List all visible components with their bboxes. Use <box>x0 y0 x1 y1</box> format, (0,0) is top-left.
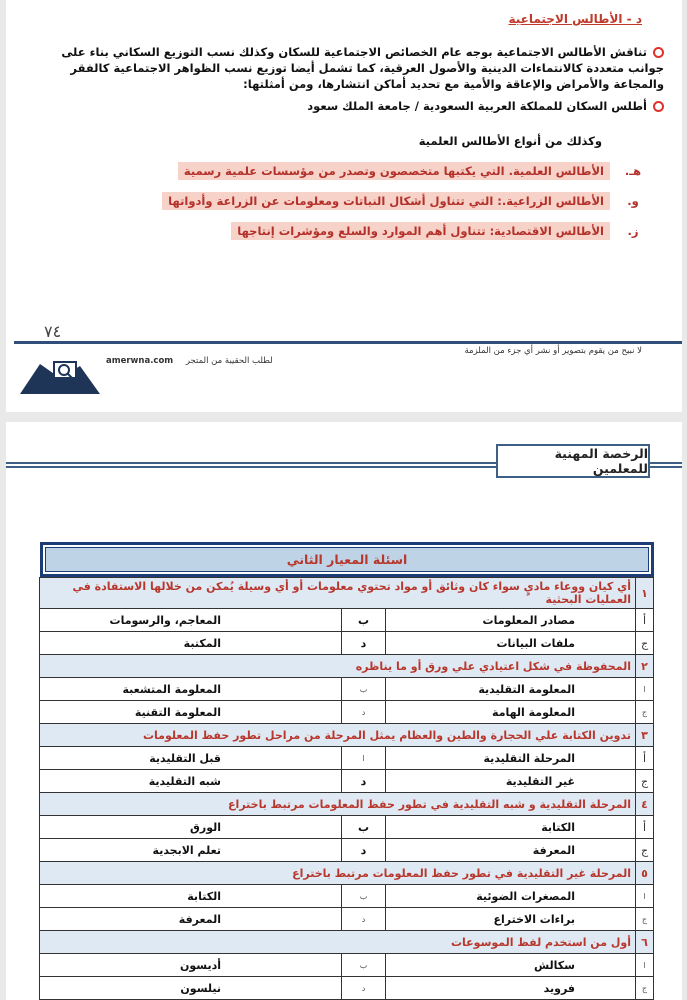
question-number: ٢ <box>636 655 654 678</box>
option-letter: د <box>342 908 386 931</box>
bullet-circle-icon <box>653 47 664 58</box>
option-letter: د <box>342 770 386 793</box>
question-number: ٣ <box>636 724 654 747</box>
answer-option[interactable]: نيلسون <box>39 977 341 1000</box>
option-letter: ج <box>636 701 654 724</box>
question-row <box>39 578 653 609</box>
answer-row <box>39 885 653 908</box>
answer-option[interactable]: قبل التقليدية <box>39 747 341 770</box>
answer-option[interactable]: المعرفة <box>386 839 636 862</box>
option-letter: ا <box>636 678 654 701</box>
also-text: وكذلك من أنواع الأطالس العلمية <box>418 134 602 148</box>
page-top <box>6 0 682 412</box>
option-letter: أ <box>636 747 654 770</box>
question-number: ٤ <box>636 793 654 816</box>
magnifier-logo-icon <box>20 356 100 396</box>
answer-option[interactable]: فرويد <box>386 977 636 1000</box>
type-text: الأطالس العلمية. التي يكتبها متخصصون وتصدر من مؤسسات علمية رسمية <box>178 162 610 180</box>
bullet-circle-icon <box>653 101 664 112</box>
option-letter: أ <box>636 816 654 839</box>
atlas-type-row <box>162 192 642 210</box>
option-letter: ب <box>342 885 386 908</box>
option-letter: د <box>342 701 386 724</box>
type-text: الأطالس الزراعية.: التي تتناول أشكال النباتات ومعلومات عن الزراعة وأدواتها <box>162 192 610 210</box>
license-title: الرخصة المهنية للمعلمين <box>496 444 650 478</box>
answer-row <box>39 747 653 770</box>
option-letter: ا <box>342 747 386 770</box>
answer-option[interactable]: براءات الاختراع <box>386 908 636 931</box>
answer-row <box>39 839 653 862</box>
question-row <box>39 793 653 816</box>
page-bottom <box>6 422 682 1000</box>
option-letter: ج <box>636 839 654 862</box>
answer-row <box>39 701 653 724</box>
answer-option[interactable]: المعلومة المتشعبة <box>39 678 341 701</box>
footer-divider <box>14 341 682 344</box>
option-letter: د <box>342 977 386 1000</box>
table-title: اسئلة المعيار الثاني <box>45 547 649 572</box>
answer-option[interactable]: المعلومة التقنية <box>39 701 341 724</box>
answer-option[interactable]: شبه التقليدية <box>39 770 341 793</box>
question-text: أي كيان ووعاء ماديٍ سواء كان وثائق أو مواد تحتوي معلومات أو أي وسيلة يُمكن من خلالها الاستفادة في العمليات البحثية <box>39 578 635 609</box>
section-title: د - الأطالس الاجتماعية <box>508 12 642 26</box>
bullet-paragraph: تناقش الأطالس الاجتماعية بوجه عام الخصائص الاجتماعية للسكان وكذلك نسب التوزيع السكاني بناء على جوانب متعددة كالانتماءات الدينية والأصول العرقية، كما تشمل أيضا توزيع نسب الظواهر الاجتماعية كالفقر والمجاعة والأمراض والإعاقة والأمية مع تحديد أماكن انتشارها، ومن أمثلتها: <box>61 45 664 91</box>
question-text: المرحلة التقليدية و شبه التقليدية في تطور حفظ المعلومات مرتبط باختراع <box>39 793 635 816</box>
answer-row <box>39 770 653 793</box>
atlas-type-row <box>178 162 642 180</box>
question-text: المرحلة غير التقليدية في تطور حفظ المعلومات مرتبط باختراع <box>39 862 635 885</box>
answer-row <box>39 816 653 839</box>
answer-option[interactable]: المرحلة التقليدية <box>386 747 636 770</box>
answer-option[interactable]: مصادر المعلومات <box>386 609 636 632</box>
answer-option[interactable]: المعرفة <box>39 908 341 931</box>
answer-option[interactable]: غير التقليدية <box>386 770 636 793</box>
option-letter: ب <box>342 678 386 701</box>
answer-row <box>39 609 653 632</box>
answer-row <box>39 908 653 931</box>
option-letter: ج <box>636 770 654 793</box>
answer-row <box>39 977 653 1000</box>
answer-option[interactable]: المعلومة الهامة <box>386 701 636 724</box>
answer-option[interactable]: المصغرات الضوئية <box>386 885 636 908</box>
answer-option[interactable]: الكتابة <box>386 816 636 839</box>
footer-store <box>106 356 273 366</box>
question-number: ٥ <box>636 862 654 885</box>
answer-row <box>39 632 653 655</box>
option-letter: ا <box>636 954 654 977</box>
page-number: ٧٤ <box>44 322 62 341</box>
question-text: تدوين الكتابة علي الحجارة والطين والعظام يمثل المرحلة من مراحل تطور حفظ المعلومات <box>39 724 635 747</box>
question-number: ٦ <box>636 931 654 954</box>
question-number: ١ <box>636 578 654 609</box>
question-row <box>39 724 653 747</box>
type-letter: و. <box>627 194 639 208</box>
footer-order-text: لطلب الحقيبة من المتجر <box>185 356 273 366</box>
answer-option[interactable]: ملفات البيانات <box>386 632 636 655</box>
option-letter: ج <box>636 977 654 1000</box>
question-row <box>39 931 653 954</box>
option-letter: ج <box>636 908 654 931</box>
option-letter: ا <box>636 885 654 908</box>
question-row <box>39 655 653 678</box>
answer-option[interactable]: المعلومة التقليدية <box>386 678 636 701</box>
footer-site: amerwna.com <box>106 356 174 366</box>
option-letter: ج <box>636 632 654 655</box>
questions-grid <box>39 577 654 1000</box>
option-letter: د <box>342 632 386 655</box>
option-letter: ب <box>342 816 386 839</box>
option-letter: د <box>342 839 386 862</box>
type-letter: هـ. <box>624 164 642 178</box>
answer-option[interactable]: الكتابة <box>39 885 341 908</box>
footer-copyright: لا نبيح من يقوم بتصوير أو نشر أي جزء من الملزمة <box>464 346 642 356</box>
atlas-type-row <box>231 222 642 240</box>
answer-option[interactable]: المعاجم، والرسومات <box>39 609 341 632</box>
answer-option[interactable]: تعلم الابجدية <box>39 839 341 862</box>
option-letter: ب <box>342 954 386 977</box>
answer-option[interactable]: الورق <box>39 816 341 839</box>
question-row <box>39 862 653 885</box>
question-text: المحفوظة في شكل اعتيادي علي ورق أو ما يناظره <box>39 655 635 678</box>
type-text: الأطالس الاقتصادية: تتناول أهم الموارد والسلع ومؤشرات إنتاجها <box>231 222 610 240</box>
option-letter: أ <box>636 609 654 632</box>
type-letter: ز. <box>627 224 639 238</box>
answer-option[interactable]: سكالش <box>386 954 636 977</box>
table-title-box <box>40 542 654 577</box>
option-letter: ب <box>342 609 386 632</box>
answer-row <box>39 678 653 701</box>
questions-table <box>40 542 654 1000</box>
answer-option[interactable]: المكتبة <box>39 632 341 655</box>
answer-option[interactable]: أديسون <box>39 954 341 977</box>
answer-row <box>39 954 653 977</box>
question-text: أول من استخدم لفظ الموسوعات <box>39 931 635 954</box>
bullet-paragraph: أطلس السكان للمملكة العربية السعودية / جامعة الملك سعود <box>44 98 664 114</box>
